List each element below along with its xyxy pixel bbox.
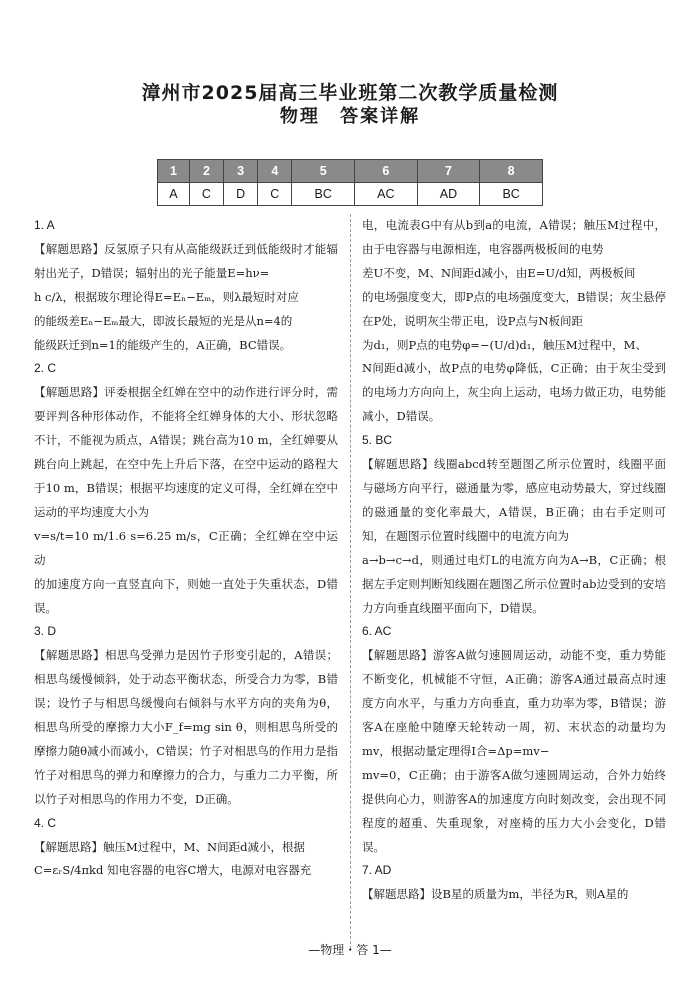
question-number: 6 — [355, 160, 418, 183]
question-number: 1 — [158, 160, 190, 183]
subject-label: 物理 — [279, 106, 320, 127]
solution-paragraph: N间距d减小，故P点的电势φ降低，C正确；由于灰尘受到的电场力方向向上，灰尘向上运动，电场力做正功，电势能减小，D错误。 — [362, 361, 666, 424]
answer-table — [157, 159, 543, 206]
solution-line: 能级跃迁到n=1的能级产生的，A正确，BC错误。 — [34, 337, 292, 352]
question-number: 8 — [480, 160, 543, 183]
solution-formula-line: 为d₁，则P点的电势φ=−(U/d)d₁，触压M过程中，M、 — [362, 337, 647, 352]
solution-formula-line: h c/λ，根据玻尔理论得E=Eₙ−Eₘ，则λ最短时对应 — [34, 289, 299, 304]
answer-cell: AD — [417, 183, 480, 206]
answer-cell: BC — [480, 183, 543, 206]
answer-cell: A — [158, 183, 190, 206]
answer-cell: C — [258, 183, 292, 206]
solution-paragraph: mv=0，C正确；由于游客A做匀速圆周运动，合外力始终提供向心力，则游客A的加速度方向时刻改变，会出现不同程度的超重、失重现象，对座椅的压力大小会变化，D错误。 — [362, 767, 666, 854]
solution-paragraph: 【解题思路】反氢原子只有从高能级跃迁到低能级时才能辐射出光子，D错误；辐射出的光子能量E=hν= — [34, 241, 338, 280]
solution-paragraph: 【解题思路】评委根据全红婵在空中的动作进行评分时，需要评判各种形体动作，不能将全红婵身体的大小、形状忽略不计，不能视为质点，A错误；跳台高为10 m，全红婵要从跳台向上跳起，在空中先上升后下落，在空中运动的路程大于10 m，B错误；根据平均速度的定义可得，全红婵在空中运动的平均速度大小为 — [34, 385, 338, 519]
question-number: 3 — [224, 160, 258, 183]
solution-formula-line: 差U不变，M、N间距d减小，由E=U/d知，两极板间 — [362, 265, 636, 280]
exam-subtitle — [0, 102, 700, 128]
solution-line: 【解题思路】触压M过程中，M、N间距d减小，根据 — [34, 839, 305, 854]
solution-paragraph: a→b→c→d，则通过电灯L的电流方向为A→B，C正确；根据左手定则判断知线圈在题图乙所示位置时ab边受到的安培力方向垂直线圈平面向下，D错误。 — [362, 552, 666, 615]
question-number: 2 — [189, 160, 223, 183]
answer-cell: C — [189, 183, 223, 206]
solution-paragraph: 电，电流表G中有从b到a的电流，A错误；触压M过程中，由于电容器与电源相连，电容器两极板间的电势 — [362, 218, 666, 256]
doc-type-label: 答案详解 — [340, 106, 421, 127]
question-heading: 4. C — [34, 815, 57, 830]
question-number: 5 — [292, 160, 355, 183]
question-heading: 1. A — [34, 218, 55, 232]
question-heading: 2. C — [34, 361, 57, 376]
solution-paragraph: 的加速度方向一直竖直向下，则她一直处于失重状态，D错误。 — [34, 576, 338, 615]
question-heading: 3. D — [34, 624, 57, 639]
solution-formula-line: v=s/t=10 m/1.6 s=6.25 m/s，C正确；全红婵在空中运动 — [34, 528, 338, 567]
solution-formula-line: C=εᵣS/4πkd 知电容器的电容C增大，电源对电容器充 — [34, 863, 312, 878]
column-divider — [350, 214, 351, 949]
question-heading: 6. AC — [362, 624, 392, 639]
answer-table-header-row — [158, 160, 543, 183]
answer-cell: D — [224, 183, 258, 206]
left-column — [34, 214, 338, 883]
answer-table-answer-row — [158, 183, 543, 206]
exam-title: 漳州市2025届高三毕业班第二次教学质量检测 — [141, 82, 559, 104]
question-heading: 7. AD — [362, 863, 392, 878]
right-column — [362, 214, 666, 907]
question-number: 7 — [417, 160, 480, 183]
solution-paragraph: 【解题思路】相思鸟受弹力是因竹子形变引起的，A错误；相思鸟缓慢倾斜，处于动态平衡状态，所受合力为零，B错误；设竹子与相思鸟缓慢向右倾斜与水平方向的夹角为θ，相思鸟所受的摩擦力大小F_f=mg sin θ，则相思鸟所受的摩擦力随θ减小而减小，C错误；竹子对相思鸟的作用力是指竹子对相思鸟的弹力和摩擦力的合力，与重力二力平衡，所以竹子对相思鸟的作用力不变，D正确。 — [34, 648, 338, 806]
solution-paragraph: 【解题思路】线圈abcd转至题图乙所示位置时，线圈平面与磁场方向平行，磁通量为零，感应电动势最大，穿过线圈的磁通量的变化率最大，A错误，B正确；由右手定则可知，在题图示位置时线圈中的电流方向为 — [362, 457, 666, 543]
answer-cell: AC — [355, 183, 418, 206]
solution-line: 【解题思路】设B星的质量为m，半径为R，则A星的 — [362, 887, 629, 902]
page-footer: —物理・答 1— — [308, 943, 392, 957]
answer-cell: BC — [292, 183, 355, 206]
question-heading: 5. BC — [362, 433, 393, 448]
question-number: 4 — [258, 160, 292, 183]
solution-paragraph: 【解题思路】游客A做匀速圆周运动，动能不变，重力势能不断变化，机械能不守恒，A正确；游客A通过最高点时速度方向水平，与重力方向垂直，重力功率为零，B错误；游客A在座舱中随摩天轮转动一周，初、末状态的动量均为mv，根据动量定理得I合=Δp=mv− — [362, 648, 666, 758]
solution-paragraph: 的电场强度变大，即P点的电场强度变大，B错误；灰尘悬停在P处，说明灰尘带正电，设P点与N板间距 — [362, 289, 666, 328]
solution-line: 的能级差Eₙ−Eₘ最大，即波长最短的光是从n=4的 — [34, 313, 293, 328]
